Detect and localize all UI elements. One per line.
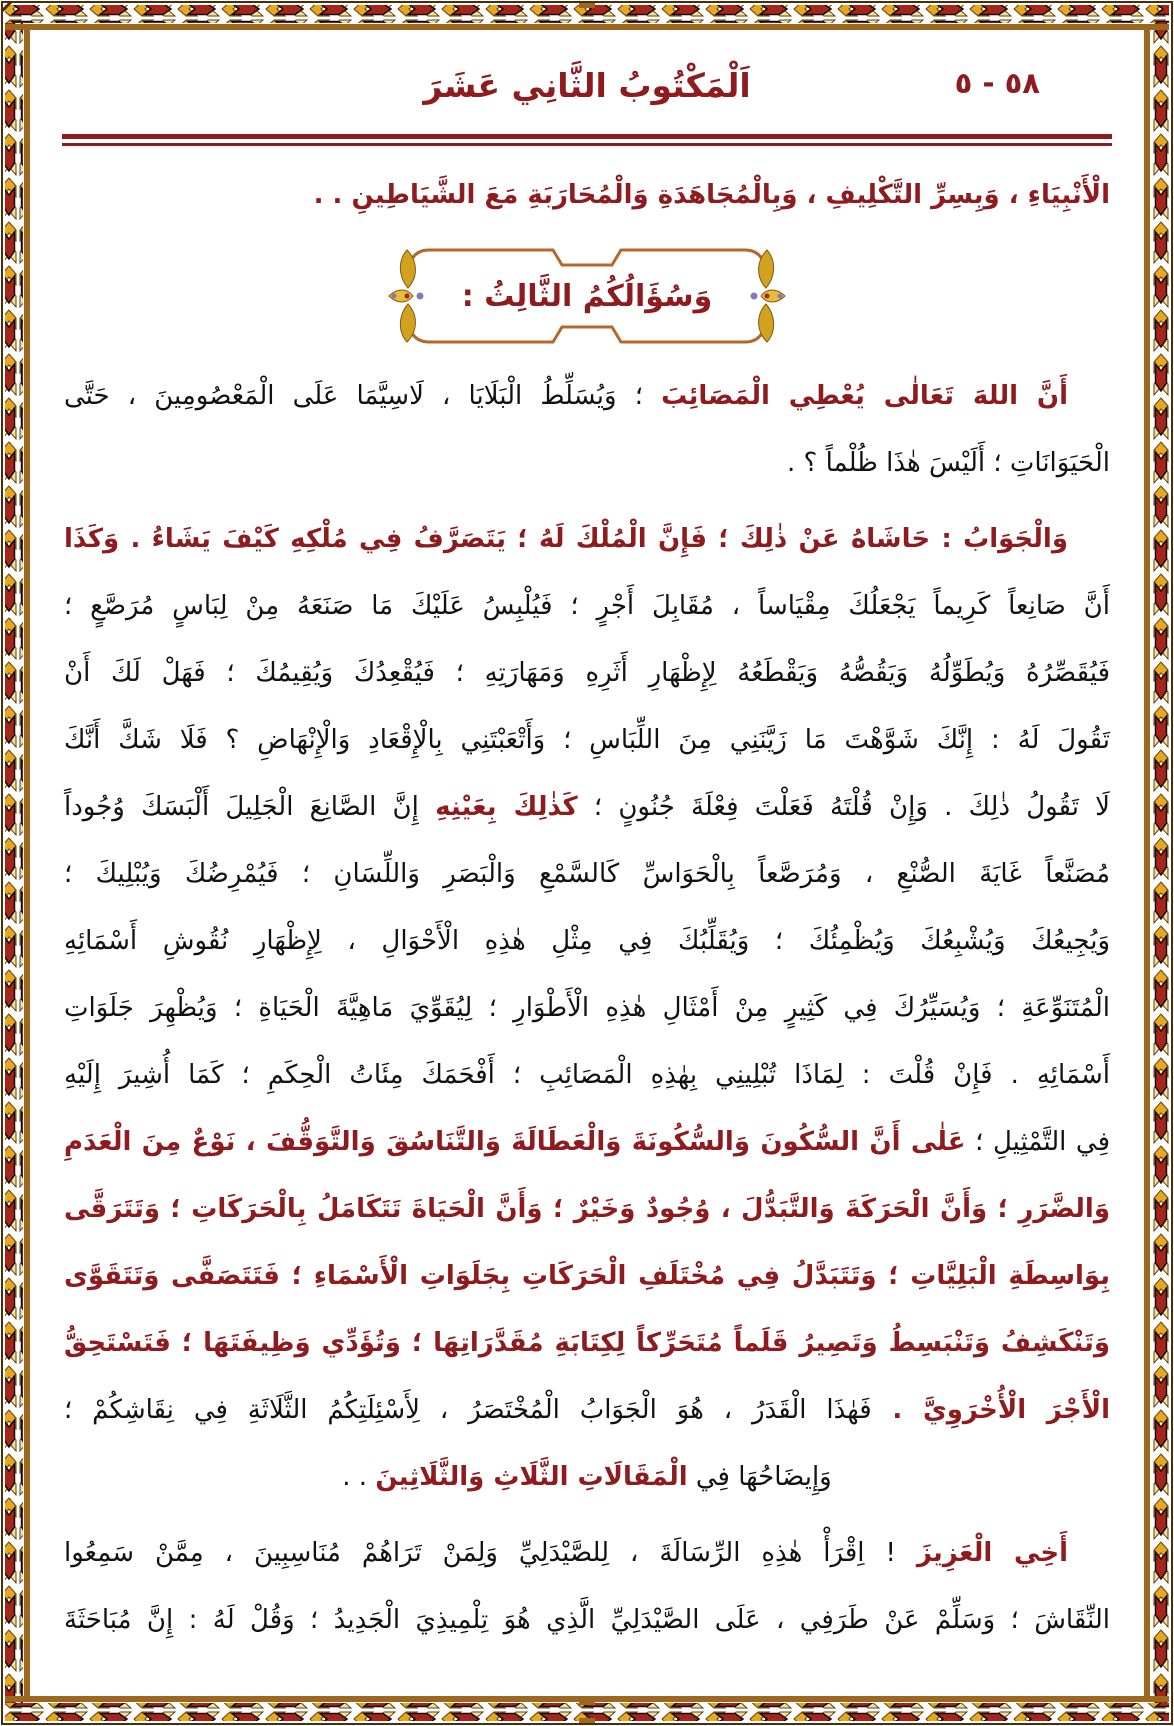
emphasis-text: الْأَجْرَ الْأُخْرَوِيَّ . — [871, 1395, 1110, 1425]
text-line — [64, 506, 1110, 573]
emphasis-text: أَنَّ اللهَ تَعَالٰى يُعْطِي الْمَصَائِبَ — [661, 381, 1069, 411]
border-center-marker — [579, 1700, 595, 1705]
emphasis-text: الْمَقَالَاتِ الثَّلَاثِ وَالثَّلَاثِينَ — [375, 1462, 688, 1492]
border-rail-bottom — [5, 1696, 1169, 1702]
text-line — [64, 1310, 1110, 1377]
emphasis-text: أَخِي الْعَزِيزَ — [916, 1538, 1069, 1568]
page-title: اَلْمَكْتُوبُ الثَّانِي عَشَرَ — [423, 66, 751, 105]
page-header — [0, 0, 1174, 146]
body-text-segment: أَسْمَائِهِ . فَإِنْ قُلْتَ : لِمَاذَا تُبْلِينِي بِهٰذِهِ الْمَصَائِبِ ؛ أَفْحَمَكَ مِئَاتُ الْحِكَمِ ؛ كَمَا أُشِيرَ إِلَيْهِ — [64, 1060, 1110, 1090]
text-line — [64, 162, 1110, 229]
text-line — [64, 1444, 1110, 1511]
double-rule — [62, 134, 1112, 146]
text-line — [64, 1587, 1110, 1654]
body-text-segment: الْحَيَوَانَاتِ ؛ أَلَيْسَ هٰذَا ظُلْماً ؟ . — [787, 448, 1110, 478]
body-text-segment: النِّقَاشَ ؛ وَسَلِّمْ عَنْ طَرَفِي ، عَلَى الصَّيْدَلِيِّ الَّذِي هُوَ تِلْمِيذِيَ الْجَدِيدُ ؛ وَقُلْ لَهُ : إِنَّ مُبَاحَثَةَ — [64, 1605, 1110, 1635]
body-text-segment: وَإِيضَاحُهَا فِي — [687, 1462, 832, 1492]
body-text-segment: وَيُجِيعُكَ وَيُشْبِعُكَ وَيُظْمِئُكَ ؛ وَيُقَلِّبُكَ فِي مِثْلِ هٰذِهِ الْأَحْوَالِ ، لِإِظْهَارِ نُقُوشِ أَسْمَائِهِ — [64, 926, 1110, 956]
text-line — [64, 707, 1110, 774]
emphasis-text: وَالْجَوَابُ : حَاشَاهُ عَنْ ذٰلِكَ ؛ فَإِنَّ الْمُلْكَ لَهُ ؛ يَتَصَرَّفُ فِي مُلْكِهِ كَيْفَ يَشَاءُ . وَكَذَا — [64, 524, 1068, 554]
body-text-segment: لَا تَقُولُ ذٰلِكَ . وَإِنْ قُلْتَهُ فَعَلْتَ فِعْلَةَ جُنُونٍ ؛ — [577, 792, 1110, 822]
text-line — [64, 1520, 1110, 1587]
body-text-segment: تَقُولَ لَهُ : إِنَّكَ شَوَّهْتَ مَا زَيَّنَنِي مِنَ اللِّبَاسِ ؛ وَأَتْعَبْتَنِي بِالْإِقْعَادِ وَالْإِنْهَاضِ ؟ فَلَا شَكَّ أَنَّكَ — [64, 725, 1110, 755]
emphasis-text: بِوَاسِطَةِ الْبَلِيَّاتِ ؛ وَتَتَبَدَّلُ فِي مُخْتَلَفِ الْحَرَكَاتِ بِجَلَوَاتِ الْأَسْمَاءِ ؛ فَتَتَصَفَّى وَتَتَقَوَّى — [64, 1261, 1110, 1291]
text-line — [64, 841, 1110, 908]
emphasis-text: الْأَنْبِيَاءِ ، وَبِسِرِّ التَّكْلِيفِ ، وَبِالْمُجَاهَدَةِ وَالْمُحَارَبَةِ مَعَ الشَّيَاطِينِ . . — [313, 180, 1110, 210]
body-text-segment: ؛ وَيُسَلِّطُ الْبَلَايَا ، لَاسِيَّمَا عَلَى الْمَعْصُومِينَ ، حَتَّى — [64, 381, 662, 411]
text-line — [64, 363, 1110, 430]
text-line — [64, 908, 1110, 975]
emphasis-text: عَلٰى أَنَّ السُّكُونَ وَالسُّكُونَةَ وَالْعَطَالَةَ وَالتَّنَاسُقَ وَالتَّوَقُّفَ ، نَوْعٌ مِنَ الْعَدَمِ — [64, 1127, 966, 1157]
body-text-segment: فَهٰذَا الْقَدَرُ ، هُوَ الْجَوَابُ الْمُخْتَصَرُ ، لِأَسْئِلَتِكُمُ الثَّلَاثَةِ فِي نِقَاشِكُمْ ؛ — [64, 1395, 872, 1425]
text-line — [64, 1042, 1110, 1109]
body-text-segment: . . — [342, 1462, 376, 1492]
text-line — [64, 1377, 1110, 1444]
emphasis-text: وَالضَّرَرِ ؛ وَأَنَّ الْحَرَكَةَ وَالتَّبَدُّلَ ، وُجُودٌ وَخَيْرٌ ؛ وَأَنَّ الْحَيَاةَ تَتَكَامَلُ بِالْحَرَكَاتِ ؛ وَتَتَرَقَّى — [64, 1194, 1110, 1224]
chain-border-bottom — [5, 1703, 1169, 1721]
page-number-label: ٥٨ - ٥ — [954, 66, 1040, 100]
body-text-segment: ! اِقْرَأْ هٰذِهِ الرِّسَالَةَ ، لِلصَّيْدَلِيِّ وَلِمَنْ تَرَاهُمْ مُنَاسِبِينَ ، مِمَّنْ سَمِعُوا — [64, 1538, 917, 1568]
emphasis-text: كَذٰلِكَ بِعَيْنِهِ — [435, 792, 578, 822]
emphasis-text: وَتَنْكَشِفُ وَتَنْبَسِطُ وَتَصِيرُ قَلَماً مُتَحَرِّكاً لِكِتَابَةِ مُقَدَّرَاتِهَا ؛ وَتُؤَدِّي وَظِيفَتَهَا ؛ فَتَسْتَحِقُّ — [64, 1328, 1110, 1358]
section-heading: وَسُؤَالُكُمُ الثَّالِثُ : — [461, 278, 713, 314]
body-text-segment: فِي التَّمْثِيلِ ؛ — [965, 1127, 1111, 1157]
section-heading-box — [387, 238, 787, 354]
body-text — [0, 146, 1174, 1654]
body-text-segment: إِنَّ الصَّانِعَ الْجَلِيلَ أَلْبَسَكَ وُجُوداً — [64, 792, 436, 822]
text-line — [64, 573, 1110, 640]
text-line — [64, 430, 1110, 497]
body-text-segment: فَيُقَصِّرُهُ وَيُطَوِّلُهُ وَيَقُصُّهُ وَيَقْطَعُهُ لِإِظْهَارِ أَثَرِهِ وَمَهَارَتِهِ ؛ فَيُقْعِدُكَ وَيُقِيمُكَ ؛ فَهَلْ لَكَ أَنْ — [64, 658, 1110, 688]
text-line — [64, 1109, 1110, 1176]
text-line — [64, 1243, 1110, 1310]
body-text-segment: مُصَنَّعاً غَايَةَ الصُّنْعِ ، وَمُرَصَّعاً بِالْحَوَاسِّ كَالسَّمْعِ وَالْبَصَرِ وَاللِّسَانِ ؛ فَيُمْرِضُكَ وَيُبْلِيكَ ؛ — [64, 859, 1110, 889]
text-line — [64, 975, 1110, 1042]
body-text-segment: أَنَّ صَانِعاً كَرِيماً يَجْعَلُكَ مِقْيَاساً ، مُقَابِلَ أَجْرٍ ؛ فَيُلْبِسُ عَلَيْكَ مَا صَنَعَهُ مِنْ لِبَاسٍ مُرَصَّعٍ ؛ — [64, 591, 1110, 621]
text-line — [64, 640, 1110, 707]
body-text-segment: الْمُتَنَوِّعَةِ ؛ وَيُسَيِّرُكَ فِي كَثِيرٍ مِنْ أَمْثَالِ هٰذِهِ الْأَطْوَارِ ؛ لِيُقَوِّيَ مَاهِيَّةَ الْحَيَاةِ ؛ وَيُظْهِرَ جَلَوَاتِ — [64, 993, 1110, 1023]
text-line — [64, 774, 1110, 841]
border-center-marker — [579, 1718, 595, 1723]
text-line — [64, 1176, 1110, 1243]
